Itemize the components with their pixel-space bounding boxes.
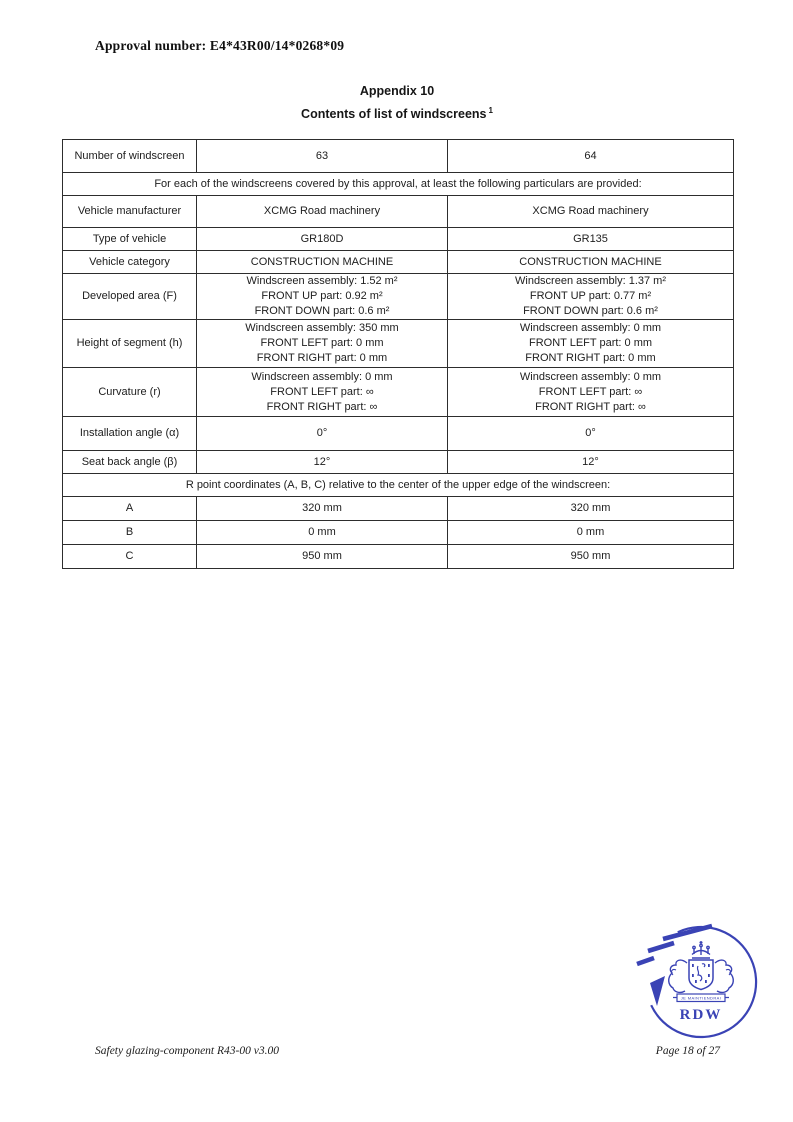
table-row-developed-area [63, 274, 734, 320]
value-line: Windscreen assembly: 350 mm [245, 322, 399, 334]
value-line: FRONT LEFT part: ∞ [538, 385, 643, 398]
cell-windscreen-64: 320 mm [448, 497, 734, 521]
table-row-note [63, 173, 734, 196]
cell-windscreen-63: XCMG Road machinery [197, 196, 448, 228]
rdw-text: RDW [679, 1007, 723, 1023]
cell-windscreen-63: 0 mm [197, 521, 448, 545]
doc-title-footnote: 1 [488, 106, 493, 115]
table-row-height-of-segment [63, 320, 734, 368]
cell-windscreen-64: 64 [448, 140, 734, 173]
table-row-installation-angle [63, 417, 734, 451]
cell-windscreen-64 [448, 368, 734, 417]
cell-windscreen-63 [197, 368, 448, 417]
lion-right-icon [715, 960, 733, 992]
page-footer [95, 1045, 720, 1057]
cell-windscreen-64 [448, 274, 734, 320]
row-label: Vehicle manufacturer [63, 196, 197, 228]
cell-windscreen-64: CONSTRUCTION MACHINE [448, 251, 734, 274]
cell-windscreen-63 [197, 274, 448, 320]
row-label: Vehicle category [63, 251, 197, 274]
table-row-number [63, 140, 734, 173]
cell-windscreen-63 [197, 320, 448, 368]
cell-windscreen-64: 0 mm [448, 521, 734, 545]
value-line: FRONT RIGHT part: 0 mm [256, 352, 388, 364]
footer-document-id: Safety glazing-component R43-00 v3.00 [95, 1045, 279, 1057]
value-line: Windscreen assembly: 1.37 m² [515, 275, 666, 287]
cell-windscreen-64 [448, 320, 734, 368]
cell-windscreen-63: 12° [197, 451, 448, 474]
table-row-coordinate-c [63, 545, 734, 569]
value-line: FRONT LEFT part: 0 mm [260, 337, 384, 349]
rdw-logo-icon [632, 918, 768, 1050]
cell-windscreen-63: CONSTRUCTION MACHINE [197, 251, 448, 274]
cell-windscreen-63: GR180D [197, 228, 448, 251]
table-row-coordinate-b [63, 521, 734, 545]
windscreen-table [62, 139, 734, 569]
crown-icon [692, 941, 710, 958]
row-label: A [63, 497, 197, 521]
value-line: Windscreen assembly: 0 mm [519, 370, 662, 383]
cell-windscreen-64: 12° [448, 451, 734, 474]
note-cell: For each of the windscreens covered by this approval, at least the following particulars are provided: [63, 173, 734, 196]
table-row-vehicle-type [63, 228, 734, 251]
rpoint-header-cell: R point coordinates (A, B, C) relative to the center of the upper edge of the windscreen: [63, 474, 734, 497]
cell-windscreen-63: 63 [197, 140, 448, 173]
table-row-manufacturer [63, 196, 734, 228]
row-label: Installation angle (α) [63, 417, 197, 451]
value-line: FRONT LEFT part: ∞ [270, 385, 374, 398]
table-row-rpoint-header [63, 474, 734, 497]
value-line: FRONT LEFT part: 0 mm [528, 337, 653, 349]
table-row-coordinate-a [63, 497, 734, 521]
row-label: Height of segment (h) [63, 320, 197, 368]
table-row-seat-back-angle [63, 451, 734, 474]
table-row-curvature [63, 368, 734, 417]
value-line: FRONT RIGHT part: ∞ [266, 400, 378, 413]
value-line: FRONT UP part: 0.77 m² [529, 290, 652, 302]
value-line: Windscreen assembly: 0 mm [251, 370, 393, 383]
value-line: FRONT DOWN part: 0.6 m² [254, 305, 390, 317]
table-row-vehicle-category [63, 251, 734, 274]
row-label: Developed area (F) [63, 274, 197, 320]
cell-windscreen-64: XCMG Road machinery [448, 196, 734, 228]
cell-windscreen-63: 950 mm [197, 545, 448, 569]
value-line: FRONT RIGHT part: 0 mm [525, 352, 656, 364]
cell-windscreen-63: 0° [197, 417, 448, 451]
approval-number: Approval number: E4*43R00/14*0268*09 [95, 38, 345, 53]
value-line: FRONT DOWN part: 0.6 m² [523, 305, 658, 317]
value-line: FRONT UP part: 0.92 m² [261, 290, 383, 302]
row-label: Number of windscreen [63, 140, 197, 173]
cell-windscreen-63: 320 mm [197, 497, 448, 521]
value-line: FRONT RIGHT part: ∞ [535, 400, 646, 413]
row-label: Type of vehicle [63, 228, 197, 251]
doc-title-text: Contents of list of windscreens [301, 107, 487, 122]
row-label: C [63, 545, 197, 569]
cell-windscreen-64: GR135 [448, 228, 734, 251]
row-label: Seat back angle (β) [63, 451, 197, 474]
value-line: Windscreen assembly: 0 mm [519, 322, 662, 334]
swoosh-wedge-icon [650, 976, 665, 1006]
doc-title [62, 106, 732, 121]
cell-windscreen-64: 950 mm [448, 545, 734, 569]
appendix-heading: Appendix 10 [359, 84, 435, 98]
row-label: Curvature (r) [63, 368, 197, 417]
value-line: Windscreen assembly: 1.52 m² [246, 275, 398, 287]
lion-left-icon [669, 960, 687, 992]
cell-windscreen-64: 0° [448, 417, 734, 451]
motto-text: JE MAINTIENDRAI [680, 995, 722, 1001]
footer-page-number: Page 18 of 27 [655, 1045, 720, 1057]
row-label: B [63, 521, 197, 545]
